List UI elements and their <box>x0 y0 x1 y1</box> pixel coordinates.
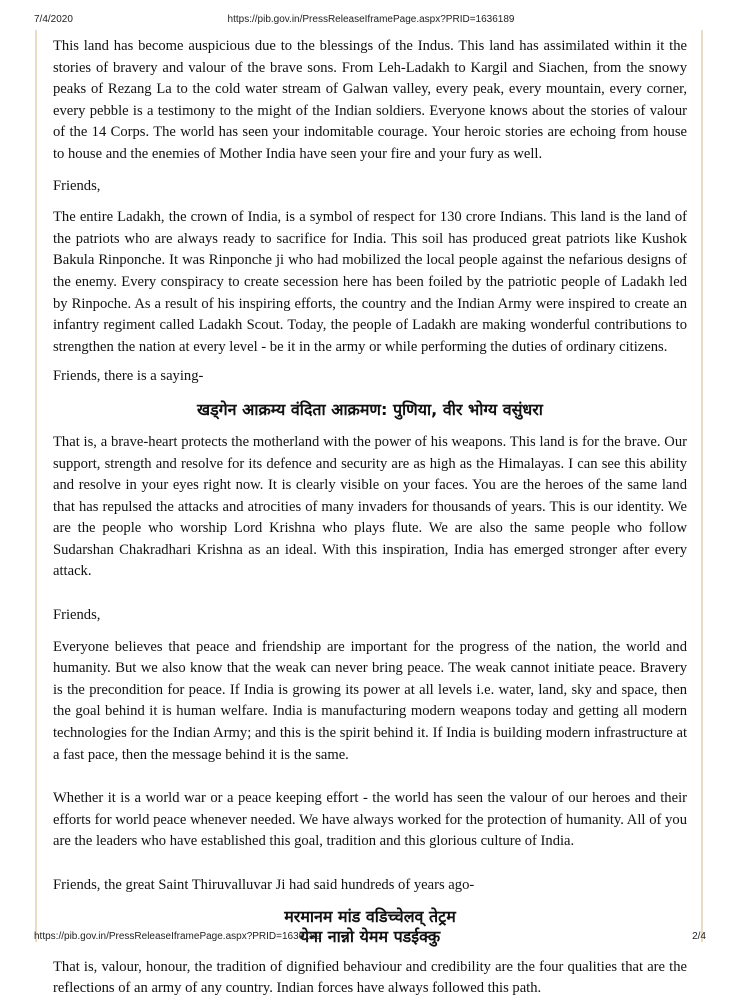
paragraph-saying-intro: Friends, there is a saying- <box>53 368 204 385</box>
print-date: 7/4/2020 <box>34 14 73 25</box>
salutation-friends: Friends, <box>53 177 101 194</box>
hindi-quote-sanskrit: खड्गेन आक्रम्य वंदिता आक्रमण: पुणिया, वीर भोग्य वसुंधरा <box>197 399 543 419</box>
paragraph-thiruvalluvar-intro: Friends, the great Saint Thiruvalluvar Ji had said hundreds of years ago- <box>53 877 475 893</box>
print-footer <box>0 931 742 945</box>
paragraph-four-qualities: That is, valour, honour, the tradition of dignified behaviour and credibility are the four qualities that are the reflections of an army of any country. Indian forces have always followed this path. <box>53 958 687 997</box>
paragraph-indus-blessings: This land has become auspicious due to the blessings of the Indus. This land has assimilated within it the stories of bravery and valour of the brave sons. From Leh-Ladakh to Kargil and Siachen, from the snowy peaks of Rezang La to the cold water stream of Galwan valley, every peak, every mountain, every corner, every pebble is a testimony to the might of the Indian soldiers. Everyone knows about the stories of valour of the 14 Corps. The world has seen your indomitable courage. Your heroic stories are echoing from house to house and the enemies of Mother India have seen your fire and your fury as well. <box>53 38 687 162</box>
page-number: 2/4 <box>692 931 706 942</box>
paragraph-ladakh-crown: The entire Ladakh, the crown of India, is a symbol of respect for 130 crore Indians. This land is the land of the patriots who are always ready to sacrifice for India. This soil has produced great patriots like Kushok Bakula Rinponche. It was Rinponche ji who had mobilized the local people against the nefarious designs of the enemy. Every conspiracy to create secession here has been foiled by the patriotic people of Ladakh led by Rinpoche. As a result of his inspiring efforts, the country and the Indian Army were inspired to create an infantry regiment called Ladakh Scout. Today, the people of Ladakh are making wonderful contributions to strengthen the nation at every level - be it in the army or while performing the duties of ordinary citizens. <box>53 209 687 355</box>
print-header <box>0 14 742 28</box>
paragraph-brave-heart: That is, a brave-heart protects the motherland with the power of his weapons. This land is for the brave. Our support, strength and resolve for its defence and security are as high as the Himalayas. I can see this ability and resolve in your eyes right now. It is clearly visible on your faces. You are the heroes of the same land that has repulsed the attacks and atrocities of many invaders for thousands of years. This is our identity. We are the people who worship Lord Krishna who plays flute. We are also the same people who follow Sudarshan Chakradhari Krishna as an ideal. With this inspiration, India has emerged stronger after every attack. <box>53 433 687 580</box>
hindi-quote-line-2: येना नान्नो येमम पडईक्कु <box>299 926 441 946</box>
salutation-friends-2: Friends, <box>53 607 101 624</box>
paragraph-peace-friendship: Everyone believes that peace and friendship are important for the progress of the nation, the world and humanity. But we also know that the weak can never bring peace. The weak cannot initiate peace. Bravery is the precondition for peace. If India is growing its power at all levels i.e. water, land, sky and space, then the goal behind it is human welfare. India is manufacturing modern weapons today and getting all modern technologies for the Indian Army; and this is the spirit behind it. If India is building modern infrastructure at a fast pace, then the message behind it is the same. <box>53 638 687 763</box>
press-release-frame <box>35 30 703 997</box>
print-header-url: https://pib.gov.in/PressReleaseIframePage.aspx?PRID=1636189 <box>227 14 515 25</box>
press-release-content <box>53 36 687 1000</box>
paragraph-world-war: Whether it is a world war or a peace keeping effort - the world has seen the valour of our heroes and their efforts for world peace whenever needed. We have always worked for the protection of humanity. All of you are the leaders who have established this goal, tradition and this glorious culture of India. <box>53 790 687 850</box>
print-footer-url: https://pib.gov.in/PressReleaseIframePage.aspx?PRID=1636189 <box>34 931 321 942</box>
hindi-quote-line-1: मरमानम मांड वडिच्चेलव् तेट्रम <box>284 906 456 926</box>
